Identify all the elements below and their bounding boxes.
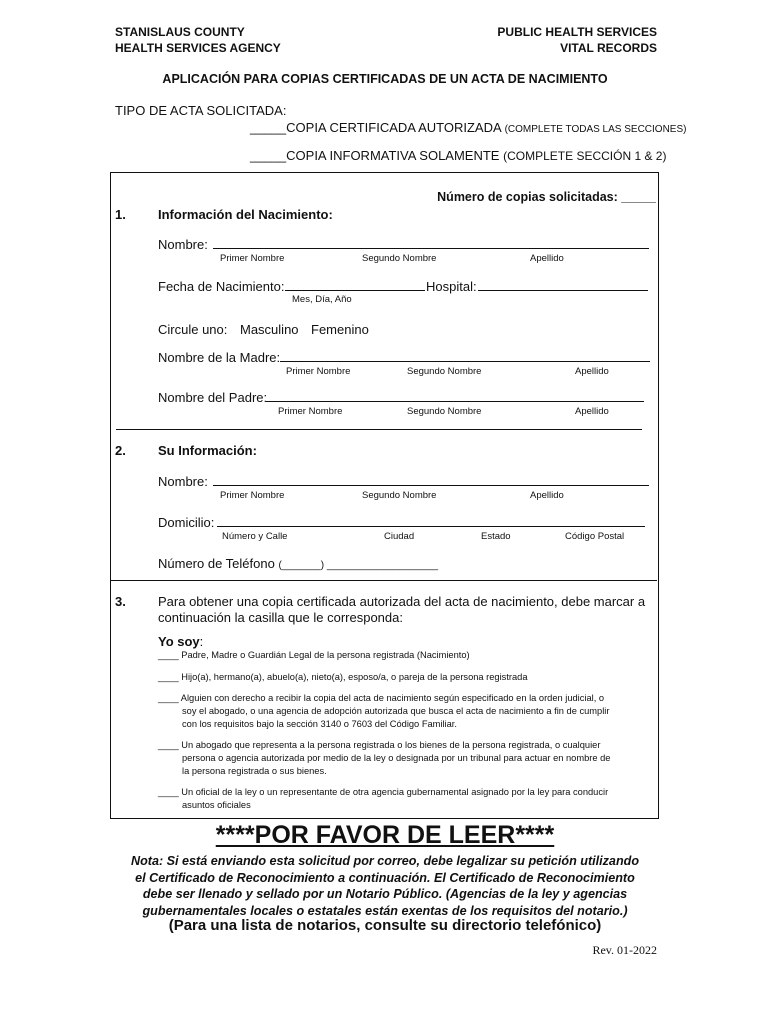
option-certified-label: _____COPIA CERTIFICADA AUTORIZADA: [250, 120, 501, 135]
option-informative-note: (COMPLETE SECCIÓN 1 & 2): [503, 149, 667, 163]
father-first-name-caption: Primer Nombre: [278, 406, 343, 417]
relationship-option-text: ____ Un oficial de la ley o un representante de otra agencia gubernamental asignado por la ley para conducir: [158, 787, 609, 797]
relationship-option-text: persona o agencia autorizada por medio de la ley o designada por un tribunal para actuar en nombre de: [182, 753, 611, 763]
sex-option-male[interactable]: Masculino: [240, 322, 299, 337]
section-1-title: Información del Nacimiento:: [158, 207, 333, 222]
notary-note-line: el Certificado de Reconocimiento a continuación. El Certificado de Reconocimiento: [135, 870, 635, 885]
please-read-heading: [0, 821, 770, 850]
section-1-number: 1.: [115, 207, 126, 222]
birth-date-caption: Mes, Día, Año: [292, 294, 352, 305]
applicant-last-name-caption: Apellido: [530, 490, 564, 501]
copies-requested[interactable]: Número de copias solicitadas: _____: [437, 190, 656, 204]
phone-field[interactable]: (_______) ____________________: [278, 560, 439, 571]
notary-note-line: debe ser llenado y sellado por un Notario Público. (Agencias de la ley y agencias: [142, 887, 628, 901]
applicant-middle-name-caption: Segundo Nombre: [362, 490, 437, 501]
relationship-option-text: asuntos oficiales: [182, 800, 251, 810]
applicant-name-label: Nombre:: [158, 474, 208, 489]
relationship-option-text: soy el abogado, o una agencia de adopción autorizada que busca el acta de nacimiento a fin de cumplir: [182, 706, 610, 716]
section-3-intro-2: continuación la casilla que le corresponda:: [158, 610, 403, 625]
agency-subname: HEALTH SERVICES AGENCY: [115, 41, 281, 55]
section-3-intro-1: Para obtener una copia certificada autorizada del acta de nacimiento, debe marcar a: [158, 594, 646, 609]
applicant-first-name-caption: Primer Nombre: [220, 490, 285, 501]
city-caption: Ciudad: [384, 531, 415, 542]
relationship-option-text: ____ Alguien con derecho a recibir la copia del acta de nacimiento según especificado en la orden judicial, o: [158, 693, 605, 703]
zip-caption: Código Postal: [565, 531, 625, 542]
option-informative-label: _____COPIA INFORMATIVA SOLAMENTE: [250, 148, 500, 163]
address-field[interactable]: [217, 514, 645, 527]
relationship-option[interactable]: [158, 671, 528, 684]
notary-note-line: Nota: Si está enviando esta solicitud por correo, debe legalizar su petición utilizando: [130, 854, 640, 868]
birth-first-name-caption: Primer Nombre: [220, 253, 285, 264]
relationship-option[interactable]: [158, 786, 608, 812]
mother-name-label: Nombre de la Madre:: [158, 350, 281, 365]
tipo-label: TIPO DE ACTA SOLICITADA:: [115, 103, 287, 118]
birth-last-name-caption: Apellido: [530, 253, 564, 264]
mother-last-name-caption: Apellido: [575, 366, 609, 377]
please-read-text: ****POR FAVOR DE LEER****: [215, 821, 555, 849]
birth-middle-name-caption: Segundo Nombre: [362, 253, 437, 264]
notary-directory-note: (Para una lista de notarios, consulte su directorio telefónico): [168, 917, 602, 934]
option-certified[interactable]: [250, 120, 686, 135]
birth-date-field[interactable]: [285, 278, 425, 291]
hospital-field[interactable]: [478, 278, 648, 291]
section-2-title: Su Información:: [158, 443, 257, 458]
father-name-field[interactable]: [266, 389, 644, 402]
birth-name-field[interactable]: [213, 236, 649, 249]
section-divider-2: [110, 580, 657, 581]
option-certified-note: (COMPLETE TODAS LAS SECCIONES): [504, 124, 687, 135]
birth-date-label: Fecha de Nacimiento:: [158, 279, 285, 294]
street-caption: Número y Calle: [222, 531, 288, 542]
form-title: APLICACIÓN PARA COPIAS CERTIFICADAS DE UN ACTA DE NACIMIENTO: [162, 72, 608, 86]
state-caption: Estado: [481, 531, 511, 542]
option-informative[interactable]: [250, 148, 666, 163]
address-label: Domicilio:: [158, 515, 215, 530]
mother-first-name-caption: Primer Nombre: [286, 366, 351, 377]
division-name: VITAL RECORDS: [560, 41, 657, 55]
section-2-number: 2.: [115, 443, 126, 458]
phone-label-text: Número de Teléfono: [158, 556, 275, 571]
sex-option-female[interactable]: Femenino: [311, 322, 369, 337]
applicant-name-field[interactable]: [213, 473, 649, 486]
section-divider-1: [116, 429, 642, 430]
birth-name-label: Nombre:: [158, 237, 208, 252]
yo-soy-colon: :: [199, 634, 204, 649]
sex-label: Circule uno:: [158, 322, 228, 337]
relationship-option-text: ____ Hijo(a), hermano(a), abuelo(a), nieto(a), esposo/a, o pareja de la persona registrada: [158, 672, 528, 682]
notary-note-line: gubernamentales locales o estatales están exentas de los requisitos del notario.): [142, 903, 628, 918]
agency-name: STANISLAUS COUNTY: [115, 25, 245, 39]
relationship-option-text: con los requisitos bajo la sección 3140 o 7603 del Código Familiar.: [182, 719, 457, 729]
relationship-option-text: ____ Padre, Madre o Guardián Legal de la persona registrada (Nacimiento): [158, 650, 470, 660]
relationship-option[interactable]: [158, 739, 610, 778]
hospital-label: Hospital:: [426, 279, 477, 294]
relationship-option-text: la persona registrada o sus bienes.: [182, 766, 327, 776]
relationship-option[interactable]: [158, 649, 470, 662]
section-3-number: 3.: [115, 594, 126, 609]
mother-name-field[interactable]: [280, 349, 650, 362]
phone-label: [158, 556, 438, 571]
relationship-option-text: ____ Un abogado que representa a la persona registrada o los bienes de la persona registrada, o cualquier: [158, 740, 601, 750]
yo-soy-text: Yo soy: [158, 634, 200, 649]
father-middle-name-caption: Segundo Nombre: [407, 406, 482, 417]
revision-number: Rev. 01-2022: [592, 943, 657, 957]
department-name: PUBLIC HEALTH SERVICES: [497, 25, 657, 39]
mother-middle-name-caption: Segundo Nombre: [407, 366, 482, 377]
yo-soy-label: [158, 634, 203, 649]
father-last-name-caption: Apellido: [575, 406, 609, 417]
relationship-option[interactable]: [158, 692, 609, 731]
father-name-label: Nombre del Padre:: [158, 390, 268, 405]
